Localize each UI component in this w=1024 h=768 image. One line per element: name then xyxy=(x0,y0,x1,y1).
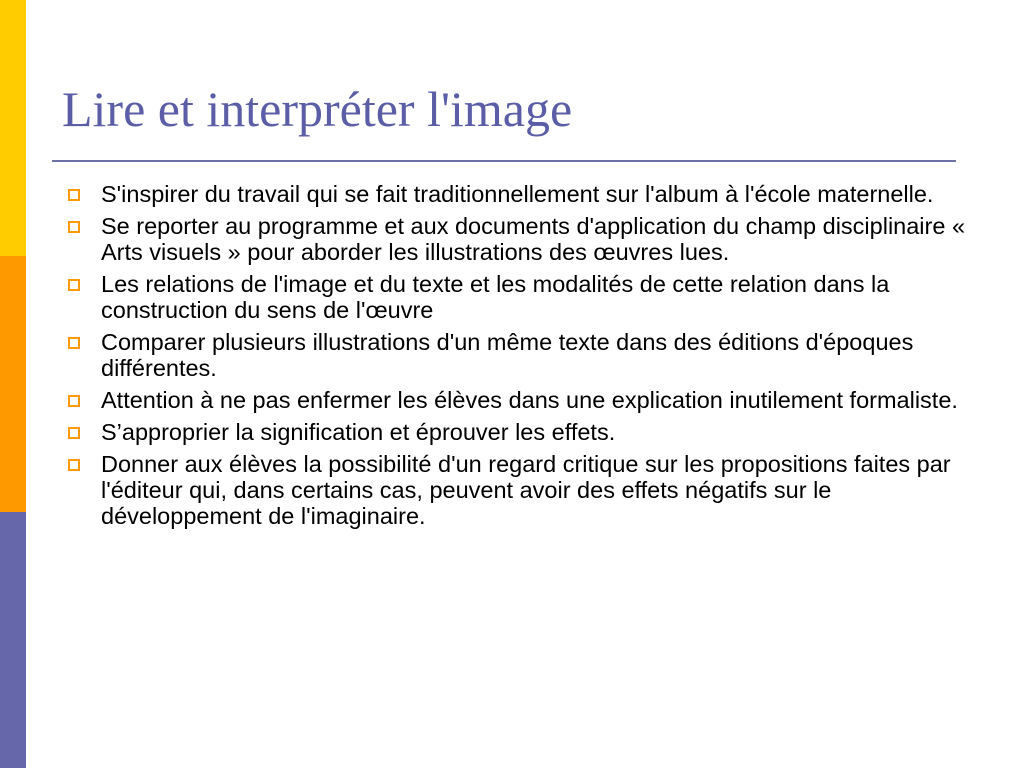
bullet-item xyxy=(65,181,975,207)
square-bullet-icon xyxy=(68,459,80,471)
square-bullet-icon xyxy=(68,427,80,439)
bullet-item xyxy=(65,451,975,529)
bullet-item xyxy=(65,213,975,265)
bullet-text: S'inspirer du travail qui se fait traditionnellement sur l'album à l'école maternelle. xyxy=(101,181,934,207)
side-bar-purple xyxy=(0,512,26,768)
bullet-text: Comparer plusieurs illustrations d'un même texte dans des éditions d'époques différentes. xyxy=(101,329,914,381)
square-bullet-icon xyxy=(68,221,80,233)
bullet-item xyxy=(65,329,975,381)
bullet-text: Donner aux élèves la possibilité d'un regard critique sur les propositions faites par l'éditeur qui, dans certains cas, peuvent avoir des effets négatifs sur le développement de l'imaginaire. xyxy=(101,451,951,529)
bullet-item xyxy=(65,271,975,323)
bullet-text: Se reporter au programme et aux documents d'application du champ disciplinaire « Arts visuels » pour aborder les illustrations des œuvres lues. xyxy=(101,213,966,265)
side-bar-orange xyxy=(0,256,26,512)
bullet-text: Les relations de l'image et du texte et les modalités de cette relation dans la construction du sens de l'œuvre xyxy=(101,271,890,323)
square-bullet-icon xyxy=(68,189,80,201)
bullet-item xyxy=(65,387,975,413)
title-divider xyxy=(52,160,956,162)
bullet-item xyxy=(65,419,975,445)
bullet-list xyxy=(65,181,975,535)
slide-title: Lire et interpréter l'image xyxy=(62,81,573,137)
side-bar-yellow xyxy=(0,0,26,256)
square-bullet-icon xyxy=(68,279,80,291)
bullet-text: S’approprier la signification et éprouver les effets. xyxy=(101,419,616,445)
bullet-text: Attention à ne pas enfermer les élèves dans une explication inutilement formaliste. xyxy=(101,387,958,413)
square-bullet-icon xyxy=(68,337,80,349)
square-bullet-icon xyxy=(68,395,80,407)
